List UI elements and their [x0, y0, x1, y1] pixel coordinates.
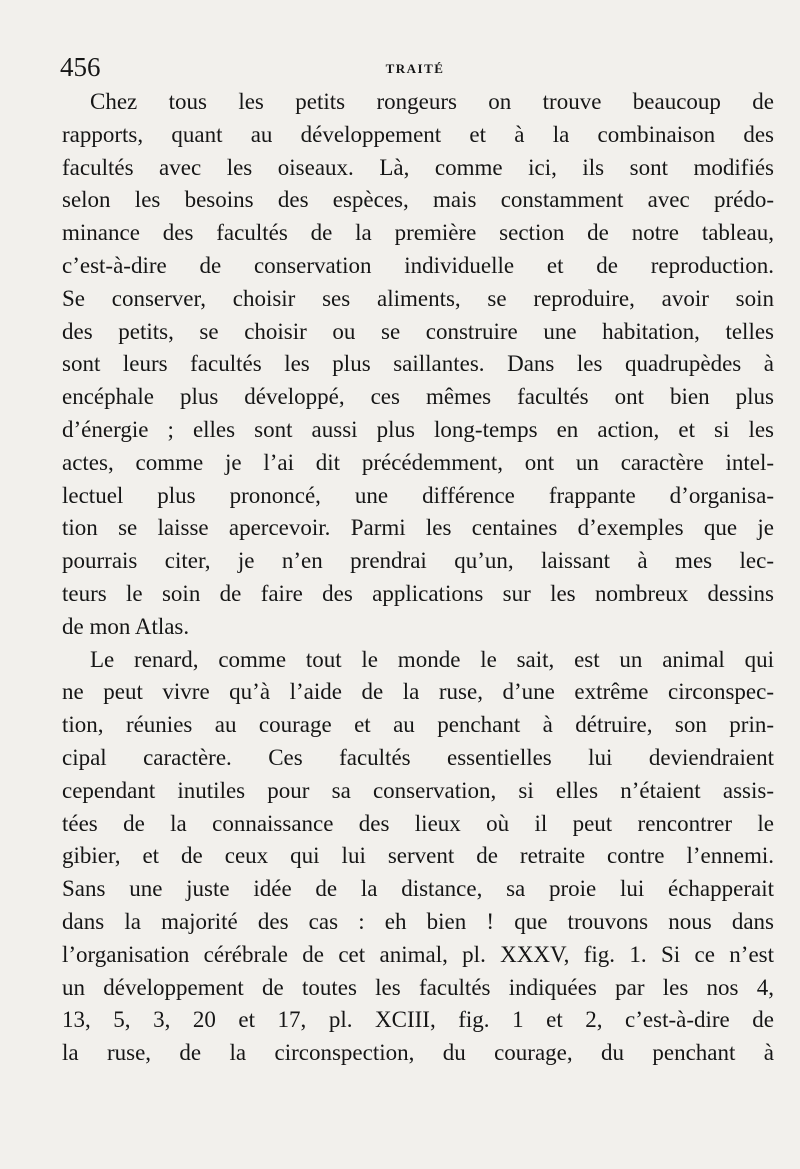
text-line: un développement de toutes les facultés indiquées par les nos 4,	[62, 974, 774, 1000]
text-line: la ruse, de la circonspection, du courage, du penchant à	[62, 1040, 774, 1066]
text-line: tion se laisse apercevoir. Parmi les centaines d’exemples que je	[62, 515, 774, 541]
text-line: tion, réunies au courage et au penchant à détruire, son prin-	[62, 712, 774, 738]
text-line: encéphale plus développé, ces mêmes facultés ont bien plus	[62, 384, 774, 410]
text-line: rapports, quant au développement et à la combinaison des	[62, 121, 774, 147]
text-line: facultés avec les oiseaux. Là, comme ici, ils sont modifiés	[62, 154, 774, 180]
text-line: actes, comme je l’ai dit précédemment, ont un caractère intel-	[62, 449, 774, 475]
text-line: minance des facultés de la première section de notre tableau,	[62, 220, 774, 246]
page-number: 456	[60, 52, 101, 82]
text-line: Sans une juste idée de la distance, sa proie lui échapperait	[62, 876, 774, 902]
text-line: de mon Atlas.	[62, 613, 190, 639]
text-line: c’est-à-dire de conservation individuelle et de reproduction.	[62, 252, 774, 278]
text-line: pourrais citer, je n’en prendrai qu’un, laissant à mes lec-	[62, 548, 774, 574]
text-line: teurs le soin de faire des applications sur les nombreux dessins	[62, 580, 774, 606]
text-line: cependant inutiles pour sa conservation, si elles n’étaient assis-	[62, 777, 774, 803]
page-header	[60, 52, 770, 86]
text-line: des petits, se choisir ou se construire une habitation, telles	[62, 318, 774, 344]
text-line: 13, 5, 3, 20 et 17, pl. XCIII, fig. 1 et 2, c’est-à-dire de	[62, 1007, 774, 1033]
text-line: cipal caractère. Ces facultés essentielles lui deviendraient	[62, 744, 774, 770]
text-line: sont leurs facultés les plus saillantes. Dans les quadrupèdes à	[62, 351, 774, 377]
text-line: tées de la connaissance des lieux où il peut rencontrer le	[62, 810, 774, 836]
text-line: dans la majorité des cas : eh bien ! que trouvons nous dans	[62, 908, 774, 934]
text-line: lectuel plus prononcé, une différence frappante d’organisa-	[62, 482, 774, 508]
text-line: selon les besoins des espèces, mais constamment avec prédo-	[62, 187, 774, 213]
body-text	[62, 86, 774, 1070]
text-line: Se conserver, choisir ses aliments, se reproduire, avoir soin	[62, 285, 774, 311]
running-title: TRAITÉ	[385, 61, 445, 76]
text-line: l’organisation cérébrale de cet animal, pl. XXXV, fig. 1. Si ce n’est	[62, 941, 774, 967]
paragraph	[62, 86, 774, 644]
text-line: Chez tous les petits rongeurs on trouve beaucoup de	[90, 89, 774, 114]
paragraph	[62, 644, 774, 1070]
text-line: d’énergie ; elles sont aussi plus long-temps en action, et si les	[62, 416, 774, 442]
text-line: ne peut vivre qu’à l’aide de la ruse, d’une extrême circonspec-	[62, 679, 774, 705]
text-line: Le renard, comme tout le monde le sait, est un animal qui	[90, 646, 774, 672]
text-line: gibier, et de ceux qui lui servent de retraite contre l’ennemi.	[62, 843, 774, 869]
